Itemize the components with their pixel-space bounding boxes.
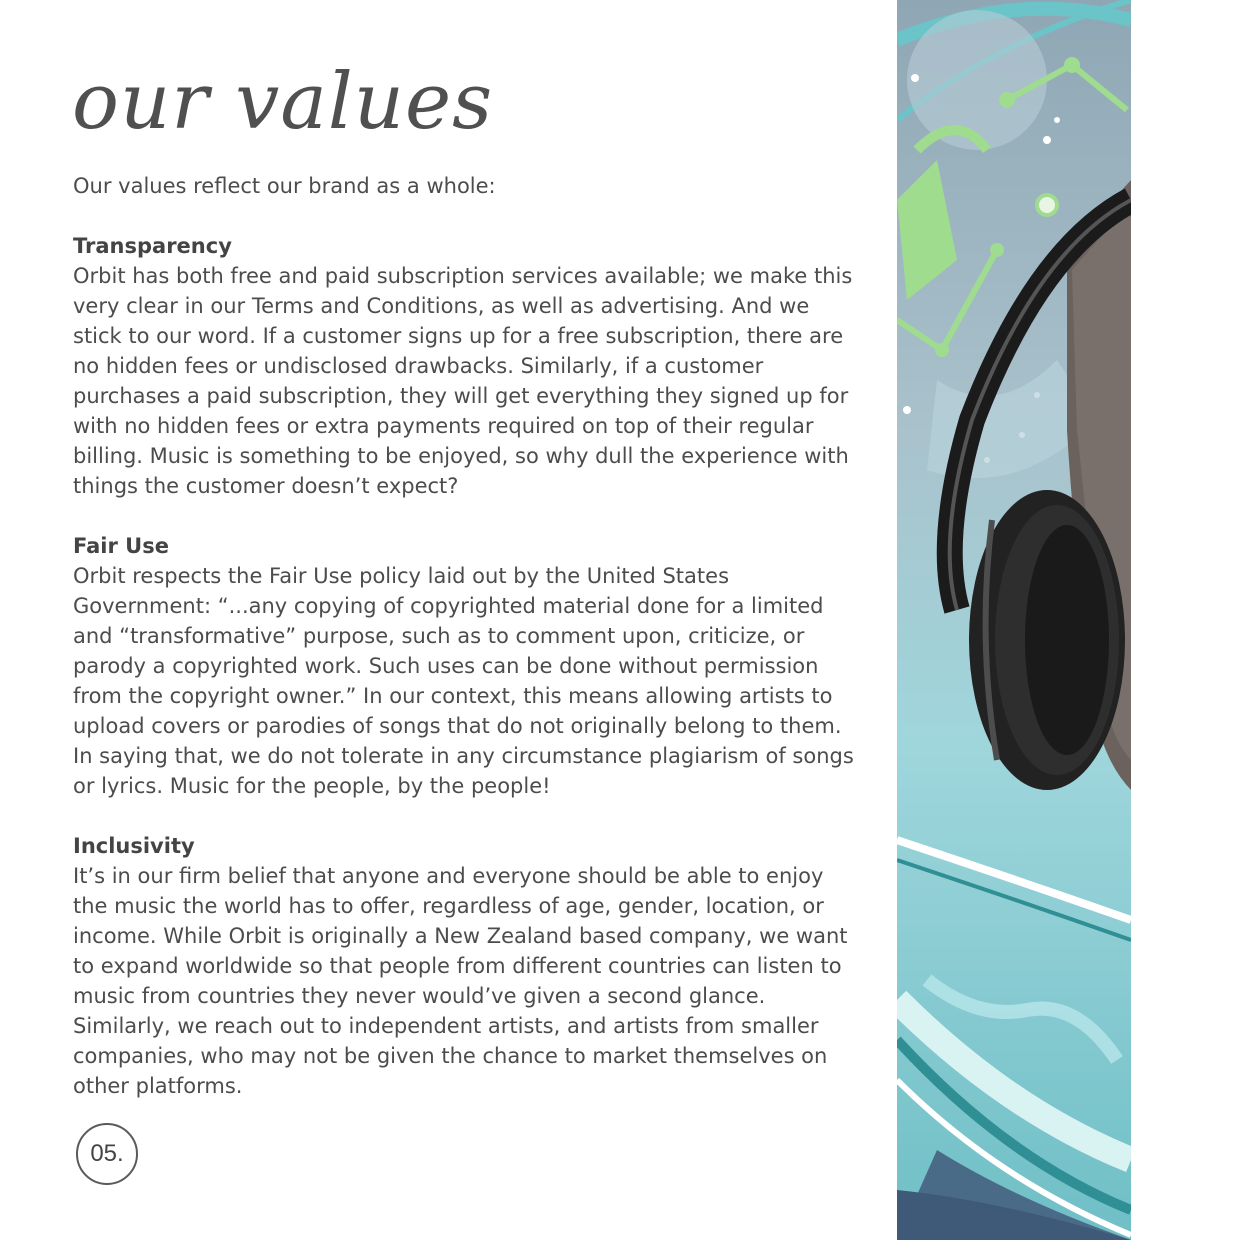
section-body: It’s in our firm belief that anyone and everyone should be able to enjoy the music the world has to offer, regardless of age, gender, location, or income. While Orbit is originally a New Zealand based company, we want to expand worldwide so that people from different countries can listen to music from countries they never would’ve given a second glance. Similarly, we reach out to independent artists, and artists from smaller companies, who may not be given the chance to market themselves on other platforms.	[73, 864, 848, 1098]
section-inclusivity	[73, 831, 863, 1101]
section-transparency	[73, 231, 863, 501]
page-title: our values	[72, 57, 494, 147]
side-photo-panel	[897, 0, 1131, 1240]
page-number-badge: 05.	[76, 1123, 138, 1185]
headphones-person-illustration	[897, 0, 1131, 1240]
section-body: Orbit has both free and paid subscription services available; we make this very clear in our Terms and Conditions, as well as advertising. And we stick to our word. If a customer signs up for a free subscription, there are no hidden fees or undisclosed drawbacks. Similarly, if a customer purchases a paid subscription, they will get everything they signed up for with no hidden fees or extra payments required on top of their regular billing. Music is something to be enjoyed, so why dull the experience with things the customer doesn’t expect?	[73, 264, 853, 498]
section-heading: Fair Use	[73, 534, 169, 558]
section-fair-use	[73, 531, 863, 801]
section-heading: Inclusivity	[73, 834, 195, 858]
section-body: Orbit respects the Fair Use policy laid out by the United States Government: “...any copying of copyrighted material done for a limited and “transformative” purpose, such as to comment upon, criticize, or parody a copyrighted work. Such uses can be done without permission from the copyright owner.” In our context, this means allowing artists to upload covers or parodies of songs that do not originally belong to them. In saying that, we do not tolerate in any circumstance plagiarism of songs or lyrics. Music for the people, by the people!	[73, 564, 854, 798]
intro-text: Our values reflect our brand as a whole:	[73, 174, 496, 198]
values-content	[73, 171, 863, 1101]
section-heading: Transparency	[73, 234, 232, 258]
